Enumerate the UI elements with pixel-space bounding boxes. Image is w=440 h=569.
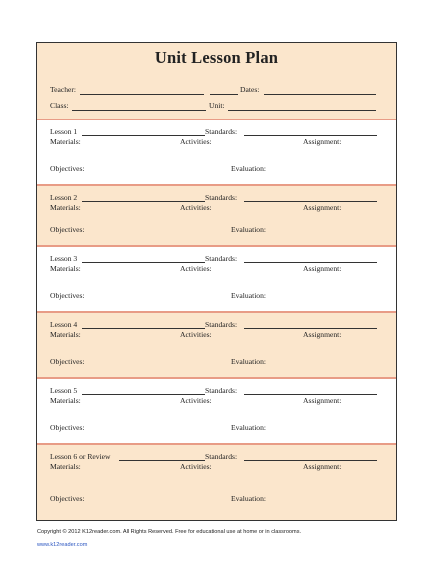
objectives-label: Objectives: xyxy=(50,357,85,366)
assignment-label: Assignment: xyxy=(303,396,342,405)
objectives-label: Objectives: xyxy=(50,291,85,300)
activities-label: Activities: xyxy=(180,264,212,273)
materials-label: Materials: xyxy=(50,264,81,273)
lesson-block xyxy=(37,313,396,379)
page-title: Unit Lesson Plan xyxy=(154,48,279,67)
assignment-label: Assignment: xyxy=(303,330,342,339)
lesson-block xyxy=(37,186,396,247)
plan-header xyxy=(37,43,396,120)
evaluation-label: Evaluation: xyxy=(231,164,267,173)
lesson-title-field[interactable] xyxy=(82,328,205,329)
lesson-title-field[interactable] xyxy=(82,135,205,136)
assignment-label: Assignment: xyxy=(303,462,342,471)
evaluation-label: Evaluation: xyxy=(231,423,267,432)
lesson-block xyxy=(37,120,396,186)
assignment-label: Assignment: xyxy=(303,137,342,146)
assignment-label: Assignment: xyxy=(303,203,342,212)
lesson-block xyxy=(37,247,396,313)
lesson-name: Lesson 2 xyxy=(50,193,78,202)
teacher-label: Teacher: xyxy=(50,85,77,94)
standards-label: Standards: xyxy=(205,254,238,263)
lesson-block xyxy=(37,445,396,520)
standards-field[interactable] xyxy=(244,328,377,329)
evaluation-label: Evaluation: xyxy=(231,291,267,300)
lesson-title-field[interactable] xyxy=(82,394,205,395)
standards-label: Standards: xyxy=(205,452,238,461)
lesson-title-field[interactable] xyxy=(82,262,205,263)
dates-label: Dates: xyxy=(240,85,260,94)
unit-field[interactable] xyxy=(228,110,376,111)
standards-field[interactable] xyxy=(244,460,377,461)
materials-label: Materials: xyxy=(50,137,81,146)
standards-label: Standards: xyxy=(205,127,238,136)
lesson-title-field[interactable] xyxy=(119,460,205,461)
standards-field[interactable] xyxy=(244,135,377,136)
evaluation-label: Evaluation: xyxy=(231,494,267,503)
standards-field[interactable] xyxy=(244,394,377,395)
website-link[interactable]: www.k12reader.com xyxy=(37,542,88,548)
assignment-label: Assignment: xyxy=(303,264,342,273)
dates-field[interactable] xyxy=(264,94,376,95)
objectives-label: Objectives: xyxy=(50,225,85,234)
lesson-name: Lesson 3 xyxy=(50,254,78,263)
lesson-name: Lesson 5 xyxy=(50,386,78,395)
lesson-name: Lesson 6 or Review xyxy=(50,452,111,461)
materials-label: Materials: xyxy=(50,396,81,405)
objectives-label: Objectives: xyxy=(50,423,85,432)
lesson-name: Lesson 1 xyxy=(50,127,78,136)
activities-label: Activities: xyxy=(180,137,212,146)
materials-label: Materials: xyxy=(50,203,81,212)
materials-label: Materials: xyxy=(50,330,81,339)
class-label: Class: xyxy=(50,101,69,110)
standards-label: Standards: xyxy=(205,386,238,395)
standards-field[interactable] xyxy=(244,201,377,202)
dates-prefix-line xyxy=(210,94,238,95)
unit-label: Unit: xyxy=(209,101,225,110)
copyright-text: Copyright © 2012 K12reader.com. All Rights Reserved. Free for educational use at home or in classrooms. xyxy=(37,529,302,535)
evaluation-label: Evaluation: xyxy=(231,357,267,366)
evaluation-label: Evaluation: xyxy=(231,225,267,234)
materials-label: Materials: xyxy=(50,462,81,471)
lesson-block xyxy=(37,379,396,445)
standards-field[interactable] xyxy=(244,262,377,263)
class-field[interactable] xyxy=(72,110,206,111)
teacher-field[interactable] xyxy=(80,94,204,95)
lesson-name: Lesson 4 xyxy=(50,320,78,329)
activities-label: Activities: xyxy=(180,203,212,212)
lesson-title-field[interactable] xyxy=(82,201,205,202)
lesson-plan-sheet xyxy=(36,42,397,521)
activities-label: Activities: xyxy=(180,330,212,339)
standards-label: Standards: xyxy=(205,320,238,329)
activities-label: Activities: xyxy=(180,462,212,471)
standards-label: Standards: xyxy=(205,193,238,202)
objectives-label: Objectives: xyxy=(50,164,85,173)
objectives-label: Objectives: xyxy=(50,494,85,503)
activities-label: Activities: xyxy=(180,396,212,405)
